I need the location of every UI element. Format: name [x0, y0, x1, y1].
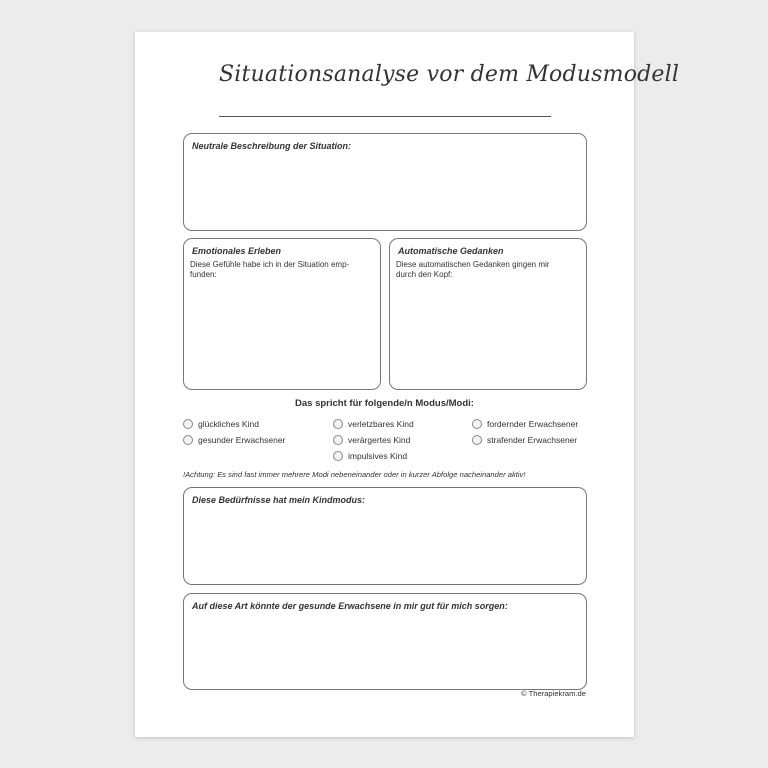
situation-title: Neutrale Beschreibung der Situation: [192, 141, 352, 151]
attention-note: !Achtung: Es sind fast immer mehrere Modi nebeneinander oder in kurzer Abfolge nacheinander aktiv! [183, 470, 526, 479]
thoughts-subtitle [396, 260, 576, 280]
mode-option-label: fordernder Erwachsener [487, 419, 579, 429]
mode-option-gesunder-erwachsener[interactable] [183, 433, 285, 447]
care-box[interactable] [183, 593, 587, 690]
mode-option-label: verletzbares Kind [348, 419, 414, 429]
thoughts-subtitle-line: Diese automatischen Gedanken gingen mir [396, 260, 550, 269]
radio-circle-icon[interactable] [472, 419, 482, 429]
thoughts-box[interactable] [389, 238, 587, 390]
care-title: Auf diese Art könnte der gesunde Erwachsene in mir gut für mich sorgen: [192, 601, 508, 611]
emotion-subtitle-line: funden: [190, 270, 217, 279]
emotion-subtitle [190, 260, 370, 280]
thoughts-title: Automatische Gedanken [398, 246, 504, 256]
modes-heading: Das spricht für folgende/n Modus/Modi: [295, 398, 474, 409]
radio-circle-icon[interactable] [183, 435, 193, 445]
mode-option-label: glückliches Kind [198, 419, 259, 429]
radio-circle-icon[interactable] [183, 419, 193, 429]
mode-option-label: impulsives Kind [348, 451, 408, 461]
mode-option-label: verärgertes Kind [348, 435, 411, 445]
radio-circle-icon[interactable] [333, 435, 343, 445]
mode-option-fordernder-erwachsener[interactable] [472, 417, 578, 431]
emotion-box[interactable] [183, 238, 381, 390]
needs-box[interactable] [183, 487, 587, 585]
mode-option-strafender-erwachsener[interactable] [472, 433, 577, 447]
mode-option-veraergertes-kind[interactable] [333, 433, 410, 447]
needs-title: Diese Bedürfnisse hat mein Kindmodus: [192, 495, 366, 505]
worksheet-page [135, 32, 680, 737]
thoughts-subtitle-line: durch den Kopf: [396, 270, 453, 279]
copyright-footer: © Therapiekram.de [521, 689, 586, 698]
mode-option-label: strafender Erwachsener [487, 435, 578, 445]
mode-option-label: gesunder Erwachsener [198, 435, 286, 445]
emotion-title: Emotionales Erleben [192, 246, 282, 256]
mode-option-glueckliches-kind[interactable] [183, 417, 259, 431]
radio-circle-icon[interactable] [472, 435, 482, 445]
mode-option-impulsives-kind[interactable] [333, 449, 407, 463]
radio-circle-icon[interactable] [333, 419, 343, 429]
radio-circle-icon[interactable] [333, 451, 343, 461]
mode-option-verletzbares-kind[interactable] [333, 417, 414, 431]
title-underline [219, 116, 551, 117]
situation-box[interactable] [183, 133, 587, 231]
page-title: Situationsanalyse vor dem Modusmodell [219, 62, 680, 87]
emotion-subtitle-line: Diese Gefühle habe ich in der Situation emp- [190, 260, 350, 269]
